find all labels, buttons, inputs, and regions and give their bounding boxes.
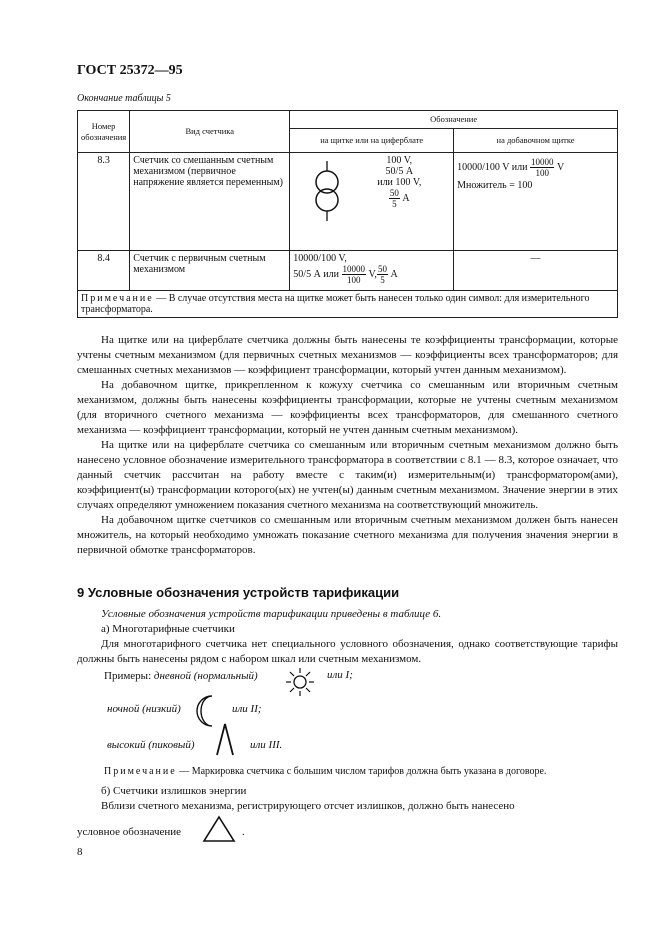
sun-icon	[284, 667, 316, 697]
item-b-end: .	[242, 826, 245, 838]
row-num: 8.3	[78, 153, 130, 251]
col-designation-header: Обозначение	[290, 111, 618, 129]
transformer-icon	[310, 161, 344, 221]
dial-line-1: 100 V,	[386, 155, 413, 166]
note-2: Примечание — Маркировка счетчика с большим числом тарифов должна быть указана в договоре.	[104, 766, 547, 777]
example-night: ночной (низкий)	[107, 703, 181, 715]
triangle-icon	[202, 815, 236, 843]
dial-line-2: 50/5 А	[385, 166, 414, 177]
col-dial-header: на щитке или на циферблате	[290, 129, 454, 153]
dial-fraction: $\frac{50}{5}$	[389, 188, 399, 209]
peak-icon	[214, 722, 236, 756]
col-extra-header: на добавочном щитке	[454, 129, 618, 153]
item-b-last: условное обозначение	[77, 826, 182, 838]
col-type-header: Вид счетчика	[130, 111, 290, 153]
section-title: 9 Условные обозначения устройств тарификации	[77, 585, 400, 600]
row-type: Счетчик с первичным счетным механизмом	[130, 251, 290, 291]
paragraph: На добавочном щитке счетчиков со смешанным или вторичным счетным механизмом должен быть нанесен множитель, на который необходимо умножать показание счетного механизма для получения значения энергии в первичной обмотке трансформаторов.	[77, 514, 618, 556]
designation-table	[77, 110, 618, 318]
extra-cell: 10000/100 V или $\frac{10000}{100}$ V Множитель = 100	[454, 153, 618, 251]
table-row	[78, 153, 618, 251]
example-night-or: или II;	[232, 703, 262, 715]
extra-fraction: $\frac{10000}{100}$	[530, 157, 554, 178]
dial-line-3: или 100 V,	[377, 177, 422, 188]
table-row	[78, 251, 618, 291]
paragraph: На щитке или на циферблате счетчика со смешанным или вторичным счетным механизмом должно быть нанесено условное обозначение измерительного трансформатора в соответствии с 8.1 — 8.3, которое означает, что данный счетчик рассчитан на работу вместе с таким(и) измерительным(и) трансформатором(ами), коэффициент(ы) трансформации которого(ых) не учтен(ы) данным счетным механизмом. Значение энергии в этих случаях определяют умножением показания счетного механизма на соответствующий множитель.	[77, 439, 618, 511]
extra-cell: —	[454, 251, 618, 291]
document-header: ГОСТ 25372—95	[77, 63, 183, 78]
row-type: Счетчик со смешанным счетным механизмом (первичное напряжение является переменным)	[130, 153, 290, 251]
paragraph: На щитке или на циферблате счетчика должны быть нанесены те коэффициенты трансформации, которые учтены счетным механизмом (для первичных счетных механизмов — коэффициенты всех трансформаторов; для смешанных счетных механизмов — коэффициент трансформации, который учтен данным механизмом).	[77, 334, 618, 376]
page-number: 8	[77, 846, 83, 858]
example-peak: высокий (пиковый)	[107, 739, 195, 751]
dial-cell: 10000/100 V, 50/5 А или $\frac{10000}{100}$ V, $\frac{50}{5}$ А	[290, 251, 454, 291]
extra-multiplier: Множитель = 100	[457, 180, 533, 191]
section-body: Условные обозначения устройств тарификации приведены в таблице 6. а) Многотарифные счетчики Для многотарифного счетчика нет специального условного обозначения, однако соответствующие тарифы должны быть нанесены рядом с набором шкал или счетным механизмом.	[77, 608, 618, 665]
example-day-or: или I;	[327, 669, 353, 681]
example-peak-or: или III.	[250, 739, 283, 751]
paragraph: На добавочном щитке, прикрепленном к кожуху счетчика со смешанным или вторичным счетным механизмом, должны быть нанесены коэффициенты трансформации, которые не учтены счетным механизмом (для вторичного счетного механизма — коэффициенты всех трансформаторов, для смешанного счетного механизма — коэффициент трансформации, который не учтен данным счетным механизмом).	[77, 379, 618, 436]
table-caption: Окончание таблицы 5	[77, 93, 171, 104]
example-day: Примеры: дневной (нормальный)	[104, 670, 258, 682]
dial-cell: 100 V, 50/5 А или 100 V, $\frac{50}{5}$ А	[290, 153, 454, 251]
item-b: б) Счетчики излишков энергии Вблизи счетного механизма, регистрирующего отсчет излишков, должно быть нанесено	[101, 785, 515, 812]
row-num: 8.4	[78, 251, 130, 291]
body-text	[77, 333, 618, 558]
table-note: Примечание — В случае отсутствия места на щитке может быть нанесен только один символ: для измерительного трансформатора.	[78, 291, 618, 318]
col-num-header: Номер обозначения	[78, 111, 130, 153]
